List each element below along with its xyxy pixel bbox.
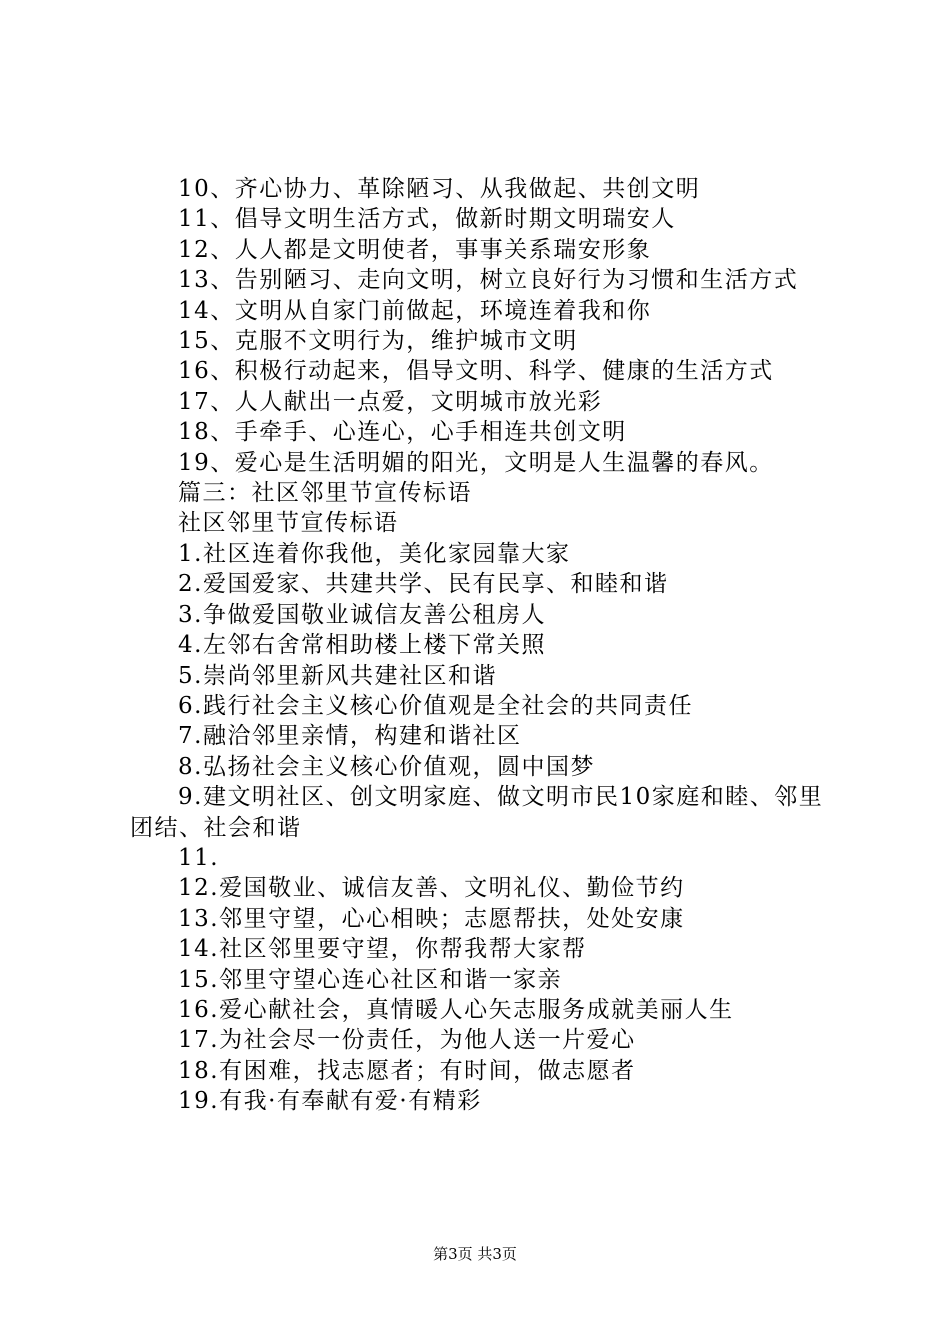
slogan-line: 1.社区连着你我他，美化家园靠大家: [178, 540, 571, 567]
section-title: 社区邻里节宣传标语: [178, 510, 399, 537]
slogan-line: 19、爱心是生活明媚的阳光，文明是人生温馨的春风。: [178, 449, 774, 476]
slogan-line: 4.左邻右舍常相助楼上楼下常关照: [178, 632, 546, 659]
slogan-line: 16.爱心献社会，真情暖人心矢志服务成就美丽人生: [178, 996, 734, 1023]
slogan-line: 16、积极行动起来，倡导文明、科学、健康的生活方式: [178, 358, 774, 385]
slogan-line: 2.爱国爱家、共建共学、民有民享、和睦和谐: [178, 571, 669, 598]
slogan-line: 8.弘扬社会主义核心价值观，圆中国梦: [178, 753, 595, 780]
slogan-line: 10、齐心协力、革除陋习、从我做起、共创文明: [178, 176, 701, 202]
slogan-line: 9.建文明社区、创文明家庭、做文明市民10家庭和睦、邻里团结、社会和谐: [130, 784, 824, 841]
section-heading: 篇三：社区邻里节宣传标语: [178, 480, 472, 507]
document-body: [130, 174, 840, 1117]
slogan-line: 14、文明从自家门前做起，环境连着我和你: [178, 297, 652, 324]
slogan-line: 15.邻里守望心连心社区和谐一家亲: [178, 966, 563, 993]
slogan-line: 14.社区邻里要守望，你帮我帮大家帮: [178, 936, 587, 963]
slogan-line: 11、倡导文明生活方式，做新时期文明瑞安人: [178, 206, 676, 233]
page-footer: 第3页 共3页: [433, 1245, 517, 1263]
slogan-line: 17、人人献出一点爱，文明城市放光彩: [178, 388, 603, 415]
slogan-line: 7.融洽邻里亲情，构建和谐社区: [178, 723, 522, 750]
slogan-line: 18、手牵手、心连心，心手相连共创文明: [178, 419, 627, 446]
slogan-line: 17.为社会尽一份责任，为他人送一片爱心: [178, 1027, 636, 1054]
slogan-line: 6.践行社会主义核心价值观是全社会的共同责任: [178, 692, 693, 719]
slogan-line: 12、人人都是文明使者，事事关系瑞安形象: [178, 236, 652, 263]
slogan-line: 15、克服不文明行为，维护城市文明: [178, 328, 578, 355]
slogan-line: 18.有困难，找志愿者；有时间，做志愿者: [178, 1057, 636, 1084]
slogan-line: 12.爱国敬业、诚信友善、文明礼仪、勤俭节约: [178, 875, 685, 902]
slogan-line: 11.: [178, 844, 220, 871]
slogan-line: 19.有我·有奉献有爱·有精彩: [178, 1088, 482, 1115]
slogan-line: 13、告别陋习、走向文明，树立良好行为习惯和生活方式: [178, 267, 799, 294]
slogan-line: 13.邻里守望，心心相映；志愿帮扶，处处安康: [178, 905, 685, 932]
slogan-line: 5.崇尚邻里新风共建社区和谐: [178, 662, 497, 689]
slogan-line: 3.争做爱国敬业诚信友善公租房人: [178, 601, 546, 628]
